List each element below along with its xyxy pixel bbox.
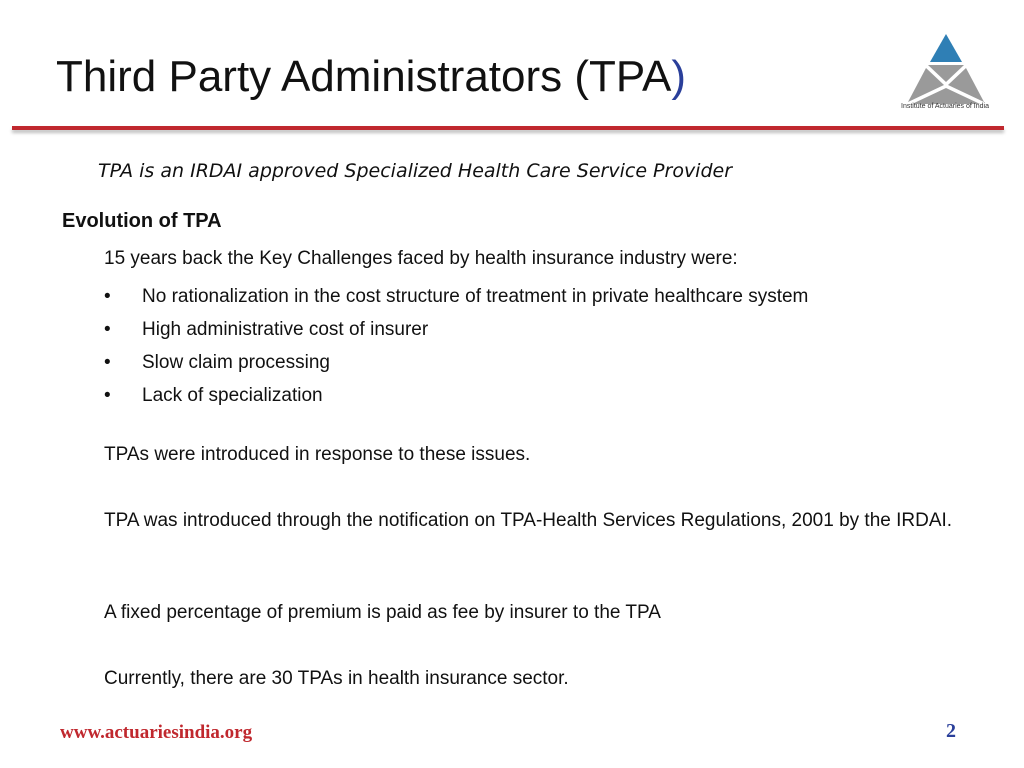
slide-title-paren: ) (671, 52, 686, 101)
slide-title (56, 52, 686, 102)
list-item-text: High administrative cost of insurer (142, 319, 429, 340)
section-heading: Evolution of TPA (62, 210, 222, 232)
list-item-text: Lack of specialization (142, 385, 323, 406)
slide-subtitle: TPA is an IRDAI approved Specialized Health Care Service Provider (98, 160, 733, 182)
list-item (104, 313, 808, 346)
paragraph: Currently, there are 30 TPAs in health insurance sector. (104, 668, 569, 689)
list-item-text: No rationalization in the cost structure of treatment in private healthcare system (142, 286, 809, 307)
slide-title-main: Third Party Administrators (TPA (56, 52, 672, 101)
list-item (104, 280, 808, 313)
intro-text: 15 years back the Key Challenges faced by health insurance industry were: (104, 248, 738, 269)
bullet-dot: • (104, 319, 111, 340)
list-item-text: Slow claim processing (142, 352, 330, 373)
bullet-dot: • (104, 286, 111, 307)
bullet-dot: • (104, 385, 111, 406)
page-number: 2 (946, 720, 956, 742)
title-divider (12, 126, 1004, 130)
paragraph: TPAs were introduced in response to these issues. (104, 444, 531, 465)
logo-caption: Institute of Actuaries of India (901, 103, 989, 110)
paragraph: A fixed percentage of premium is paid as fee by insurer to the TPA (104, 602, 661, 623)
paragraph: TPA was introduced through the notification on TPA-Health Services Regulations, 2001 by the IRDAI. (104, 510, 953, 531)
list-item (104, 346, 808, 379)
footer-website-link[interactable]: www.actuariesindia.org (60, 722, 253, 743)
challenge-list (104, 280, 808, 412)
list-item (104, 379, 808, 412)
bullet-dot: • (104, 352, 111, 373)
